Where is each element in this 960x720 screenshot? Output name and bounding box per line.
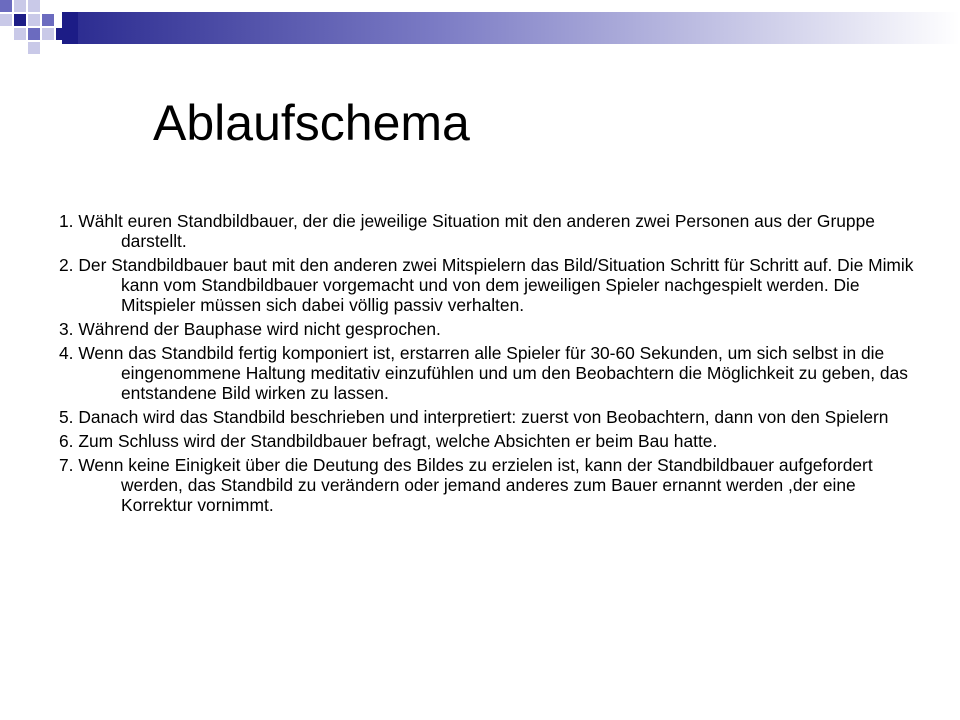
header-band-start	[62, 12, 78, 44]
header-decoration-graphic	[0, 0, 960, 60]
deco-square-10	[42, 28, 54, 40]
slide-title: Ablaufschema	[153, 95, 470, 151]
step-item: 4. Wenn das Standbild fertig komponiert ist, erstarren alle Spieler für 30-60 Sekunden, um sich selbst in die eingenommene Haltung meditativ einzufühlen und um den Beobachtern die Möglichkeit zu geben, das entstandene Bild wirken zu lassen.	[59, 343, 908, 403]
deco-square-4	[0, 14, 12, 26]
deco-square-6	[28, 14, 40, 26]
step-item: 6. Zum Schluss wird der Standbildbauer befragt, welche Absichten er beim Bau hatte.	[59, 431, 718, 451]
deco-square-3	[28, 0, 40, 12]
header-gradient-band	[0, 12, 960, 44]
deco-square-2	[14, 0, 26, 12]
step-item: 3. Während der Bauphase wird nicht gesprochen.	[59, 319, 441, 339]
step-item: 2. Der Standbildbauer baut mit den anderen zwei Mitspielern das Bild/Situation Schritt für Schritt auf. Die Mimik kann vom Standbildbauer vorgemacht und von dem jeweiligen Spieler nachgespielt werden. Die Mitspieler müssen sich dabei völlig passiv verhalten.	[59, 255, 914, 315]
step-item: 1. Wählt euren Standbildbauer, der die jeweilige Situation mit den anderen zwei Personen aus der Gruppe darstellt.	[59, 211, 875, 251]
deco-square-1	[0, 0, 12, 12]
step-list	[59, 211, 919, 519]
deco-square-12	[28, 42, 40, 54]
deco-square-9	[28, 28, 40, 40]
deco-square-5	[14, 14, 26, 26]
deco-square-7	[42, 14, 54, 26]
header-decoration	[0, 0, 960, 60]
step-item: 5. Danach wird das Standbild beschrieben und interpretiert: zuerst von Beobachtern, dann von den Spielern	[59, 407, 889, 427]
deco-square-8	[14, 28, 26, 40]
step-item: 7. Wenn keine Einigkeit über die Deutung des Bildes zu erzielen ist, kann der Standbildbauer aufgefordert werden, das Standbild zu verändern oder jemand anderes zum Bauer ernannt werden ,der eine Korrektur vornimmt.	[59, 455, 873, 515]
